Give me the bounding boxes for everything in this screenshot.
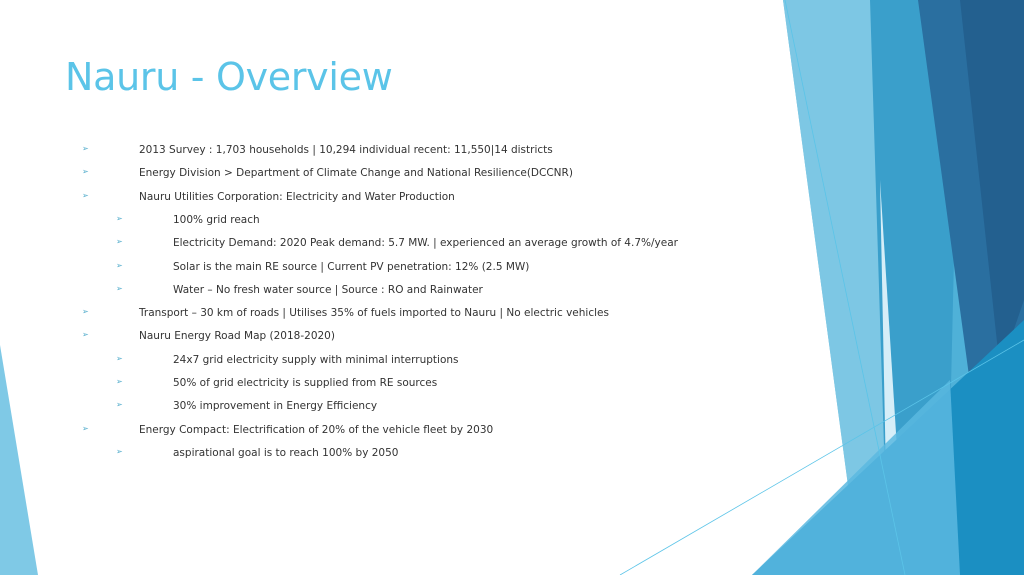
bullet-text: 24x7 grid electricity supply with minimal interruptions	[173, 353, 459, 366]
arrow-bullet-icon: ➢	[116, 237, 123, 247]
bullet-text: Electricity Demand: 2020 Peak demand: 5.7 MW. | experienced an average growth of 4.7%/year	[173, 237, 678, 250]
arrow-bullet-icon: ➢	[82, 307, 89, 317]
bullet-text: Energy Division > Department of Climate Change and National Resilience(DCCNR)	[139, 167, 573, 180]
arrow-bullet-icon: ➢	[116, 283, 123, 293]
arrow-bullet-icon: ➢	[82, 190, 89, 200]
bullet-text: Nauru Utilities Corporation: Electricity and Water Production	[139, 190, 455, 203]
arrow-bullet-icon: ➢	[116, 353, 123, 363]
arrow-bullet-icon: ➢	[116, 446, 123, 456]
bullet-text: Solar is the main RE source | Current PV penetration: 12% (2.5 MW)	[173, 260, 530, 273]
slide-title: Nauru - Overview	[65, 55, 393, 99]
arrow-bullet-icon: ➢	[82, 144, 89, 153]
bullet-text: 100% grid reach	[173, 213, 260, 226]
bullet-text: aspirational goal is to reach 100% by 2050	[173, 446, 399, 459]
bullet-text: Transport – 30 km of roads | Utilises 35% of fuels imported to Nauru | No electric vehicles	[139, 307, 609, 320]
arrow-bullet-icon: ➢	[82, 330, 89, 340]
bullet-text: Nauru Energy Road Map (2018-2020)	[139, 330, 335, 343]
bullet-text: 2013 Survey : 1,703 households | 10,294 individual recent: 11,550|14 districts	[139, 144, 553, 156]
arrow-bullet-icon: ➢	[82, 167, 89, 177]
bullet-text: Energy Compact: Electrification of 20% of the vehicle fleet by 2030	[139, 423, 494, 436]
bullet-text: 50% of grid electricity is supplied from RE sources	[173, 377, 438, 389]
arrow-bullet-icon: ➢	[82, 423, 89, 433]
arrow-bullet-icon: ➢	[116, 400, 123, 410]
arrow-bullet-icon: ➢	[116, 377, 123, 386]
bullet-text: 30% improvement in Energy Efficiency	[173, 400, 378, 413]
bullet-text: Water – No fresh water source | Source : RO and Rainwater	[173, 283, 483, 296]
arrow-bullet-icon: ➢	[116, 213, 123, 223]
left-triangle-shape	[0, 345, 38, 575]
arrow-bullet-icon: ➢	[116, 260, 123, 270]
